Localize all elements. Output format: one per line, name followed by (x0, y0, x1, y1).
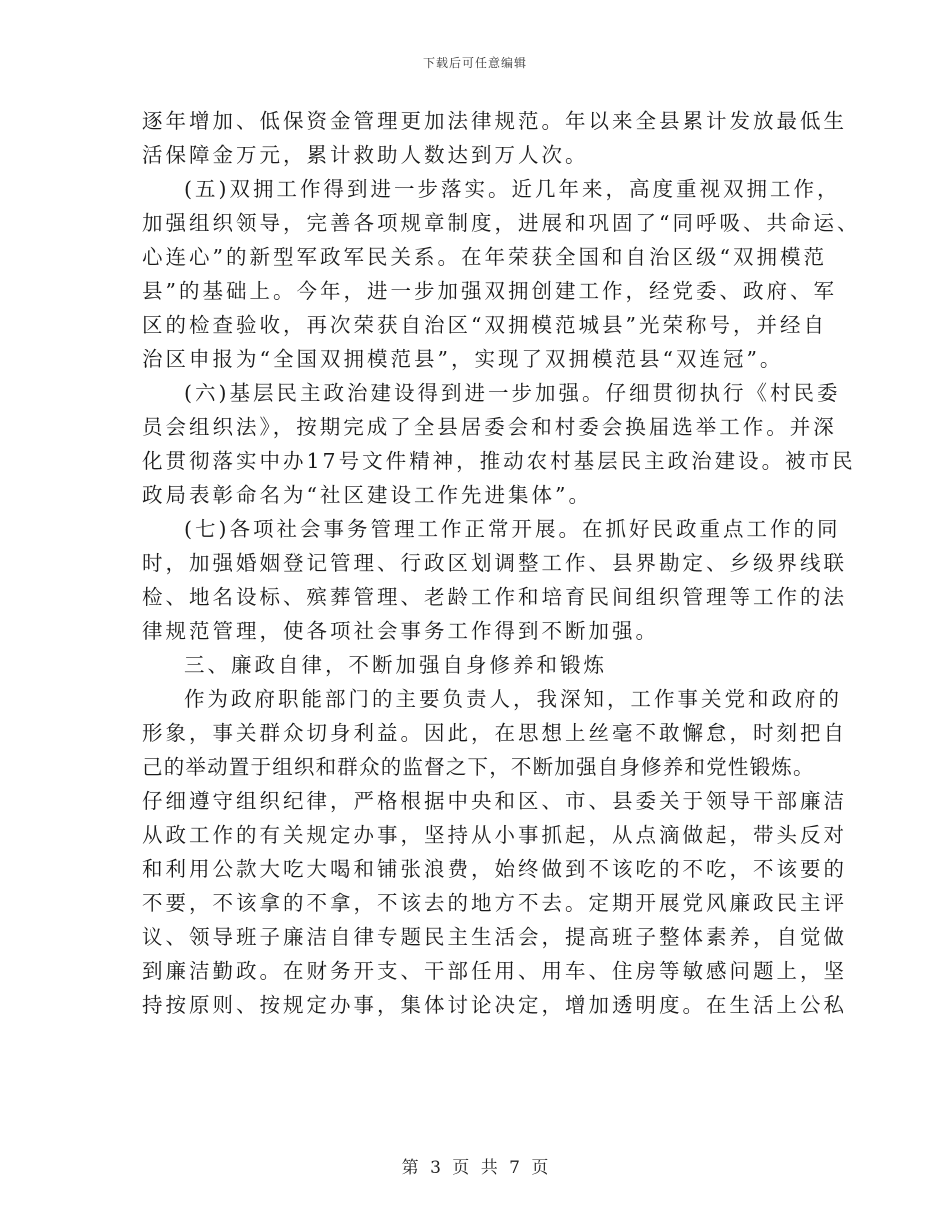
page-header-note: 下载后可任意编辑 (422, 56, 527, 70)
text-line: 员会组织法》，按期完成了全县居委会和村委会换届选举工作。并深 (142, 415, 837, 439)
text-line: 时，加强婚姻登记管理、行政区划调整工作、县界勘定、乡级界线联 (142, 551, 847, 575)
text-line: 检、地名设标、殡葬管理、老龄工作和培育民间组织管理等工作的法 (142, 585, 847, 609)
text-line: 化贯彻落实中办17号文件精神，推动农村基层民主政治建设。被市民 (142, 449, 856, 473)
text-line: 议、领导班子廉洁自律专题民主生活会，提高班子整体素养，自觉做 (142, 925, 847, 949)
text-line: 县”的基础上。今年，进一步加强双拥创建工作，经党委、政府、军 (142, 279, 837, 303)
text-line: 活保障金万元，累计救助人数达到万人次。 (142, 143, 589, 167)
text-line: 仔细遵守组织纪律，严格根据中央和区、市、县委关于领导干部廉洁 (142, 789, 847, 813)
text-line: 不要，不该拿的不拿，不该去的地方不去。定期开展党风廉政民主评 (142, 891, 847, 915)
text-line: 和利用公款大吃大喝和铺张浪费，始终做到不该吃的不吃，不该要的 (142, 857, 847, 881)
page-number: 第 3 页 共 7 页 (401, 1158, 549, 1178)
text-line: 区的检查验收，再次荣获自治区“双拥模范城县”光荣称号，并经自 (142, 313, 827, 337)
text-line: 到廉洁勤政。在财务开支、干部任用、用车、住房等敏感问题上，坚 (142, 959, 847, 983)
paragraph-heading-7: (七)各项社会事务管理工作正常开展。在抓好民政重点工作的同 (184, 517, 841, 541)
text-line: 心连心”的新型军政军民关系。在年荣获全国和自治区级“双拥模范 (142, 245, 827, 269)
text-line: 从政工作的有关规定办事，坚持从小事抓起，从点滴做起，带头反对 (142, 823, 847, 847)
paragraph-heading-5: (五)双拥工作得到进一步落实。近几年来，高度重视双拥工作， (184, 177, 841, 201)
paragraph-heading-6: (六)基层民主政治建设得到进一步加强。仔细贯彻执行《村民委 (184, 381, 841, 405)
section-heading: 三、廉政自律，不断加强自身修养和锻炼 (184, 653, 607, 677)
document-body (142, 104, 861, 1022)
text-line: 形象，事关群众切身利益。因此，在思想上丝毫不敢懈怠，时刻把自 (142, 721, 847, 745)
text-line: 持按原则、按规定办事，集体讨论决定，增加透明度。在生活上公私 (142, 993, 847, 1017)
text-line: 政局表彰命名为“社区建设工作先进集体”。 (142, 483, 592, 507)
text-line: 治区申报为“全国双拥模范县”，实现了双拥模范县“双连冠”。 (142, 347, 784, 371)
text-line: 加强组织领导，完善各项规章制度，进展和巩固了“同呼吸、共命运、 (142, 211, 861, 235)
text-line: 作为政府职能部门的主要负责人，我深知，工作事关党和政府的 (184, 687, 842, 711)
text-line: 律规范管理，使各项社会事务工作得到不断加强。 (142, 619, 659, 643)
text-line: 逐年增加、低保资金管理更加法律规范。年以来全县累计发放最低生 (142, 109, 847, 133)
text-line: 己的举动置于组织和群众的监督之下，不断加强自身修养和党性锻炼。 (142, 755, 815, 779)
